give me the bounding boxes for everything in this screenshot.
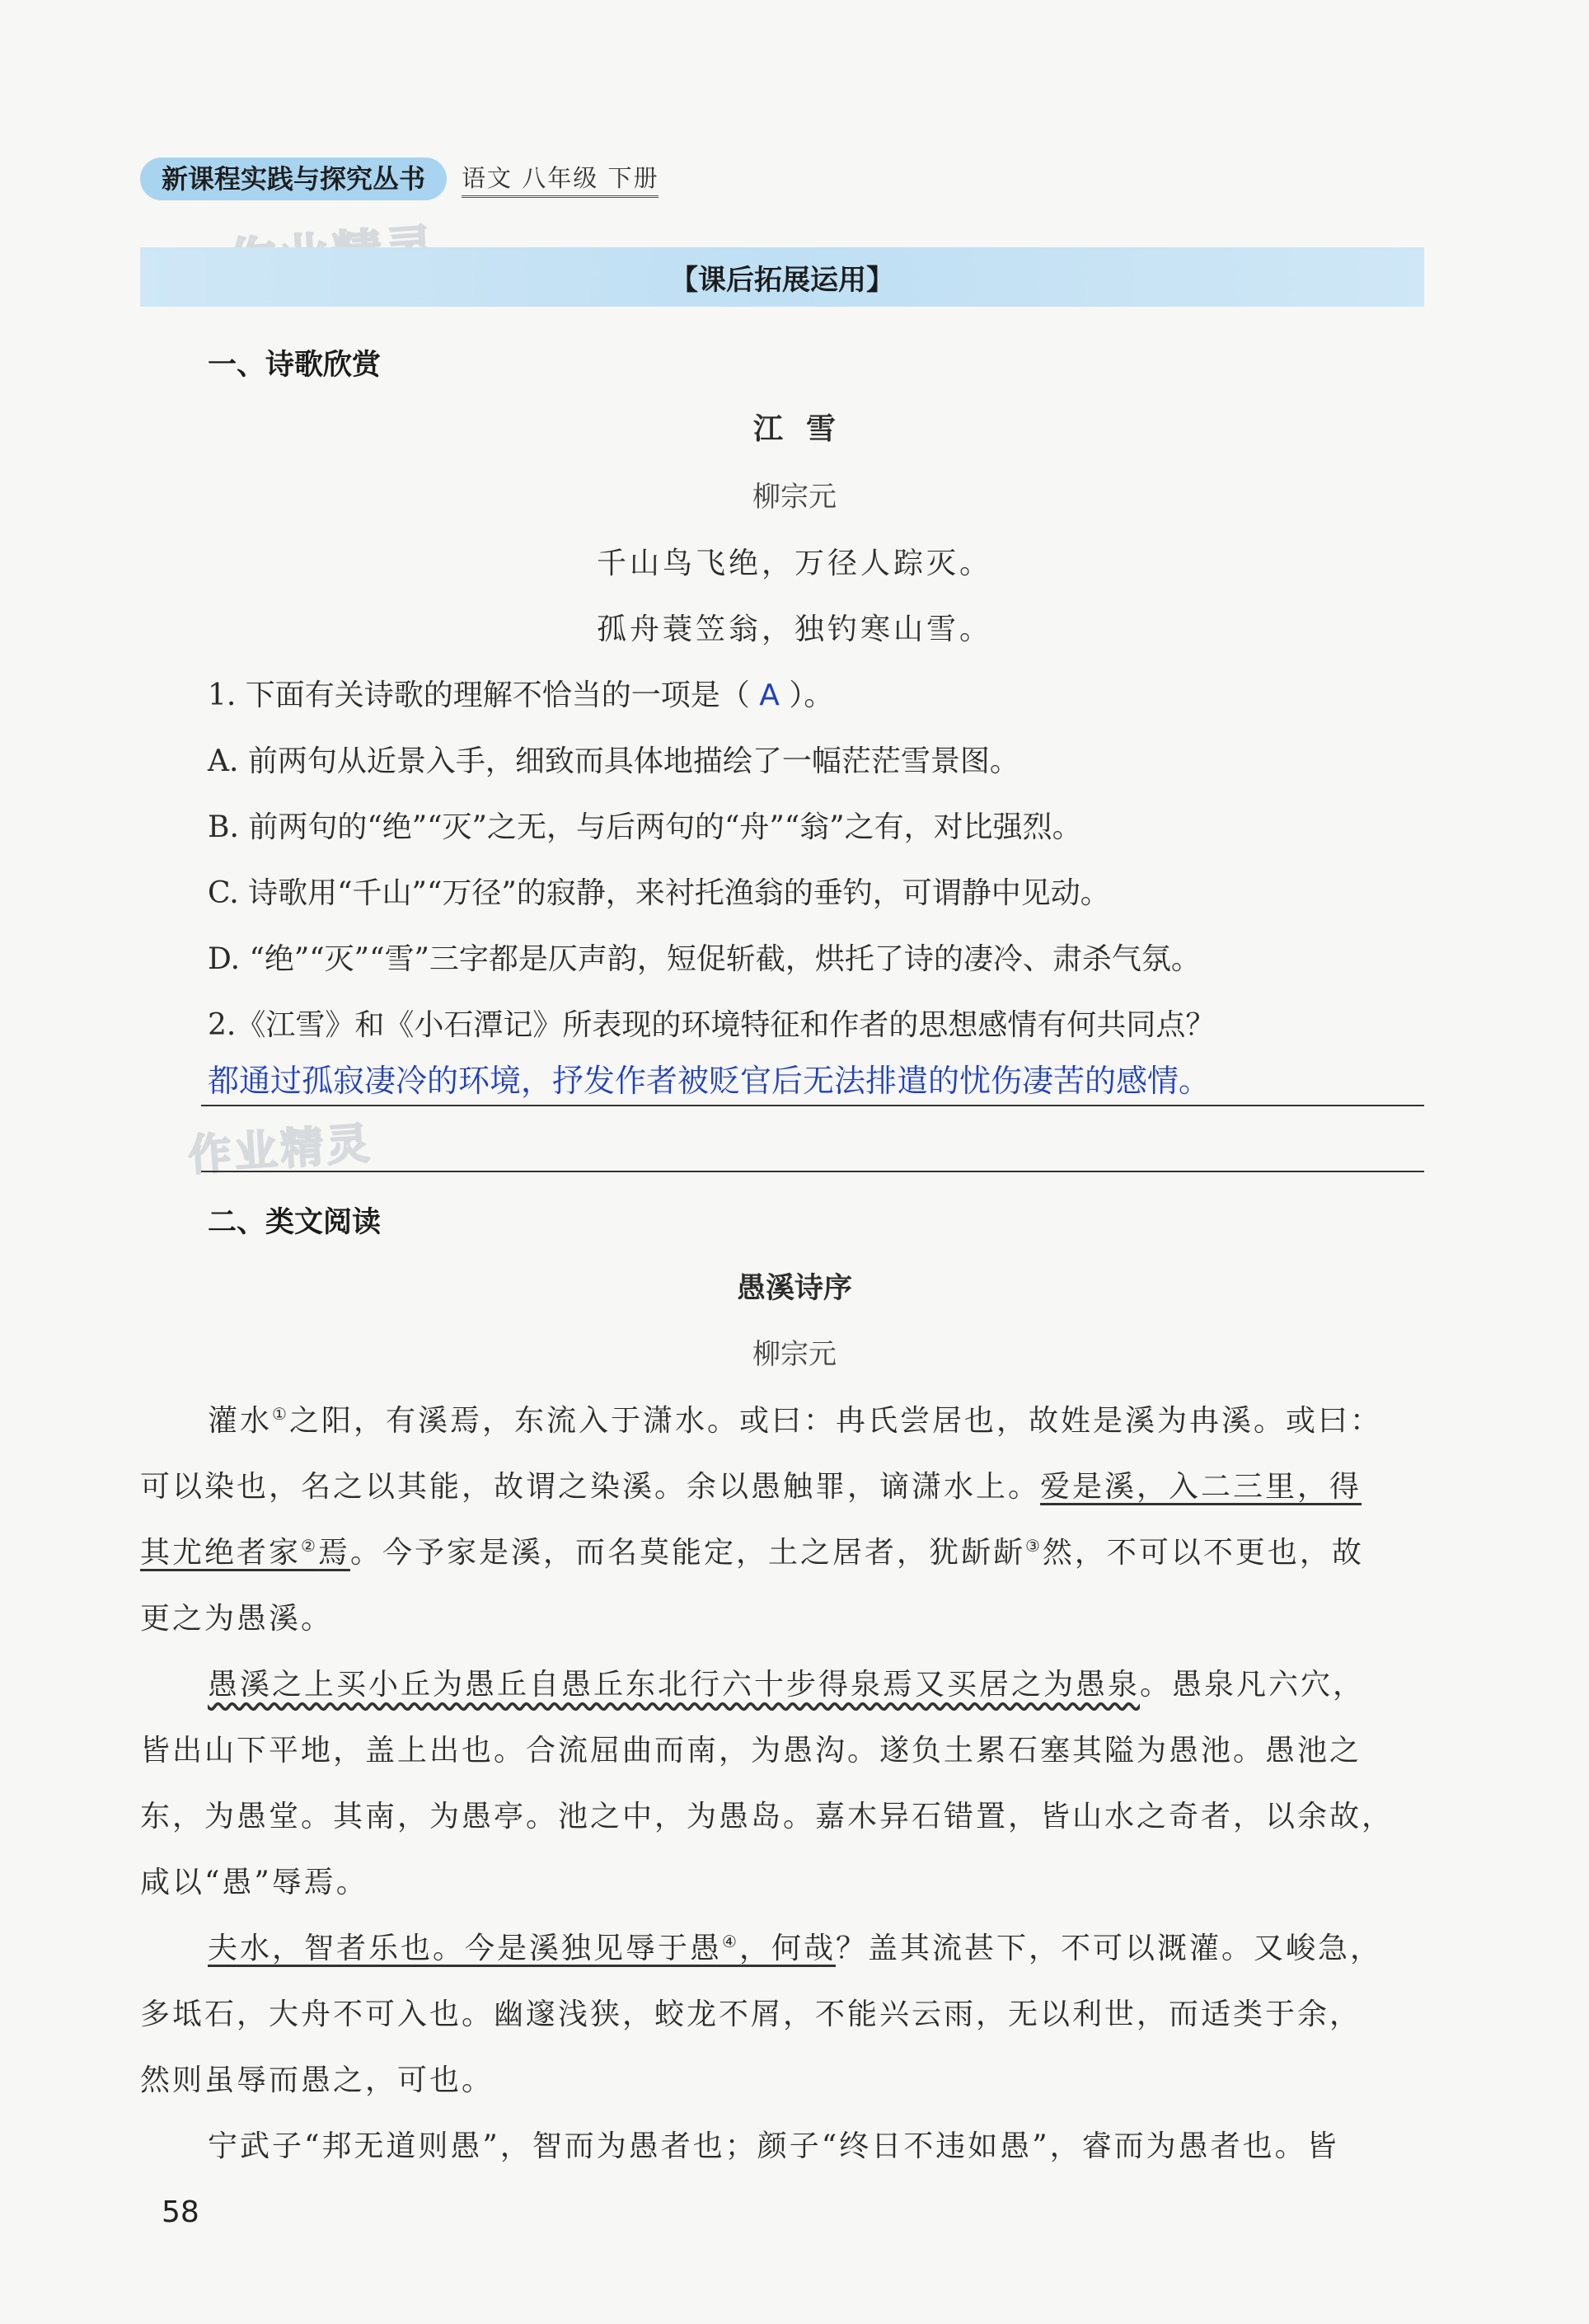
option-a: A. 前两句从近景入手，细致而具体地描绘了一幅茫茫雪景图。 xyxy=(208,744,1019,778)
text-run: 然，不可以不更也，故 xyxy=(1042,1536,1364,1570)
text-run: ？盖其流甚下，不可以溉灌。又峻急， xyxy=(835,1932,1382,1965)
article-author: 柳宗元 xyxy=(752,1338,837,1371)
paragraph-3-line-3: 然则虽辱而愚之，可也。 xyxy=(140,2063,495,2097)
paragraph-1-line-4: 更之为愚溪。 xyxy=(140,1602,334,1636)
answer-line-1 xyxy=(201,1105,1424,1106)
text-run: 其尤绝者家 xyxy=(140,1536,302,1570)
question-1-stem-end: ）。 xyxy=(789,678,834,712)
option-b: B. 前两句的“绝”“灭”之无，与后两句的“舟”“翁”之有，对比强烈。 xyxy=(208,810,1082,844)
text-run: 。愚泉凡六穴， xyxy=(1140,1668,1366,1702)
paragraph-1-line-1 xyxy=(208,1397,1424,1439)
poem-title-row xyxy=(0,406,1589,448)
poem-line-1: 千山鸟飞绝，万径人踪灭。 xyxy=(596,547,992,580)
paragraph-1-line-2 xyxy=(140,1463,1424,1505)
page-header xyxy=(140,158,659,200)
footnote-ref-2: ② xyxy=(301,1536,318,1556)
paragraph-2-line-2: 皆出山下平地，盖上出也。合流屈曲而南，为愚沟。遂负土累石塞其隘为愚池。愚池之 xyxy=(140,1734,1362,1768)
page-number: 58 xyxy=(162,2195,199,2229)
text-run: 。今予家是溪，而名莫能定，土之居者，犹龂龂 xyxy=(349,1536,1025,1570)
paragraph-2-line-1 xyxy=(208,1661,1424,1703)
text-run: 灌水 xyxy=(208,1404,273,1438)
text-run: 可以染也，名之以其能，故谓之染溪。余以愚触罪，谪潇水上。 xyxy=(140,1470,1041,1504)
option-d: D. “绝”“灭”“雪”三字都是仄声韵，短促斩截，烘托了诗的凄冷、肃杀气氛。 xyxy=(208,942,1201,976)
paragraph-2-line-4: 咸以“愚”辱焉。 xyxy=(140,1866,368,1899)
footnote-ref-4: ④ xyxy=(722,1932,739,1951)
underlined-sentence-cont xyxy=(140,1536,350,1570)
footnote-ref-1: ① xyxy=(272,1404,289,1424)
section-heading-reading: 二、类文阅读 xyxy=(208,1206,382,1239)
paragraph-4-line-1: 宁武子“邦无道则愚”，智而为愚者也；颜子“终日不违如愚”，睿而为愚者也。皆 xyxy=(208,2129,1339,2163)
text-run: 夫水，智者乐也。今是溪独见辱于愚 xyxy=(208,1932,723,1965)
footnote-ref-3: ③ xyxy=(1024,1536,1043,1556)
question-1 xyxy=(208,672,833,714)
question-1-stem: 1. 下面有关诗歌的理解不恰当的一项是（ xyxy=(208,678,750,712)
banner-title: 【课后拓展运用】 xyxy=(670,263,894,297)
poem-title: 江雪 xyxy=(752,412,859,446)
underlined-sentence-2 xyxy=(208,1932,836,1965)
paragraph-3-line-1 xyxy=(208,1925,1424,1967)
text-run: 之阳，有溪焉，东流入于潇水。或曰：冉氏尝居也，故姓是溪为冉溪。或曰： xyxy=(288,1404,1382,1438)
text-run: 焉 xyxy=(317,1536,350,1570)
paragraph-2-line-3: 东，为愚堂。其南，为愚亭。池之中，为愚岛。嘉木异石错置，皆山水之奇者，以余故， xyxy=(140,1800,1394,1833)
section-heading-poetry: 一、诗歌欣赏 xyxy=(208,349,382,382)
paragraph-1-line-3 xyxy=(140,1529,1424,1571)
wavy-underlined-sentence: 愚溪之上买小丘为愚丘自愚丘东北行六十步得泉焉又买居之为愚泉 xyxy=(208,1668,1141,1702)
paragraph-3-line-2: 多坻石，大舟不可入也。幽邃浅狭，蛟龙不屑，不能兴云雨，无以利世，而适类于余， xyxy=(140,1998,1362,2031)
underlined-sentence: 爱是溪，入二三里，得 xyxy=(1040,1470,1362,1504)
poem-line-2: 孤舟蓑笠翁，独钓寒山雪。 xyxy=(596,613,992,646)
subject-label: 语文 八年级 下册 xyxy=(462,160,659,198)
watermark-logo-2: 作业精灵 xyxy=(186,1119,375,1181)
option-c: C. 诗歌用“千山”“万径”的寂静，来衬托渔翁的垂钓，可谓静中见动。 xyxy=(208,876,1110,910)
poem-author: 柳宗元 xyxy=(752,481,837,514)
question-2-answer: 都通过孤寂凄冷的环境，抒发作者被贬官后无法排遣的忧伤凄苦的感情。 xyxy=(208,1063,1211,1099)
text-run: ，何哉 xyxy=(738,1932,836,1965)
answer-line-2 xyxy=(201,1171,1424,1172)
question-1-answer: A xyxy=(759,678,780,712)
article-title: 愚溪诗序 xyxy=(736,1272,852,1305)
section-banner xyxy=(140,247,1424,307)
question-2-stem: 2.《江雪》和《小石潭记》所表现的环境特征和作者的思想感情有何共同点？ xyxy=(208,1008,1216,1042)
series-title: 新课程实践与探究丛书 xyxy=(140,157,447,200)
